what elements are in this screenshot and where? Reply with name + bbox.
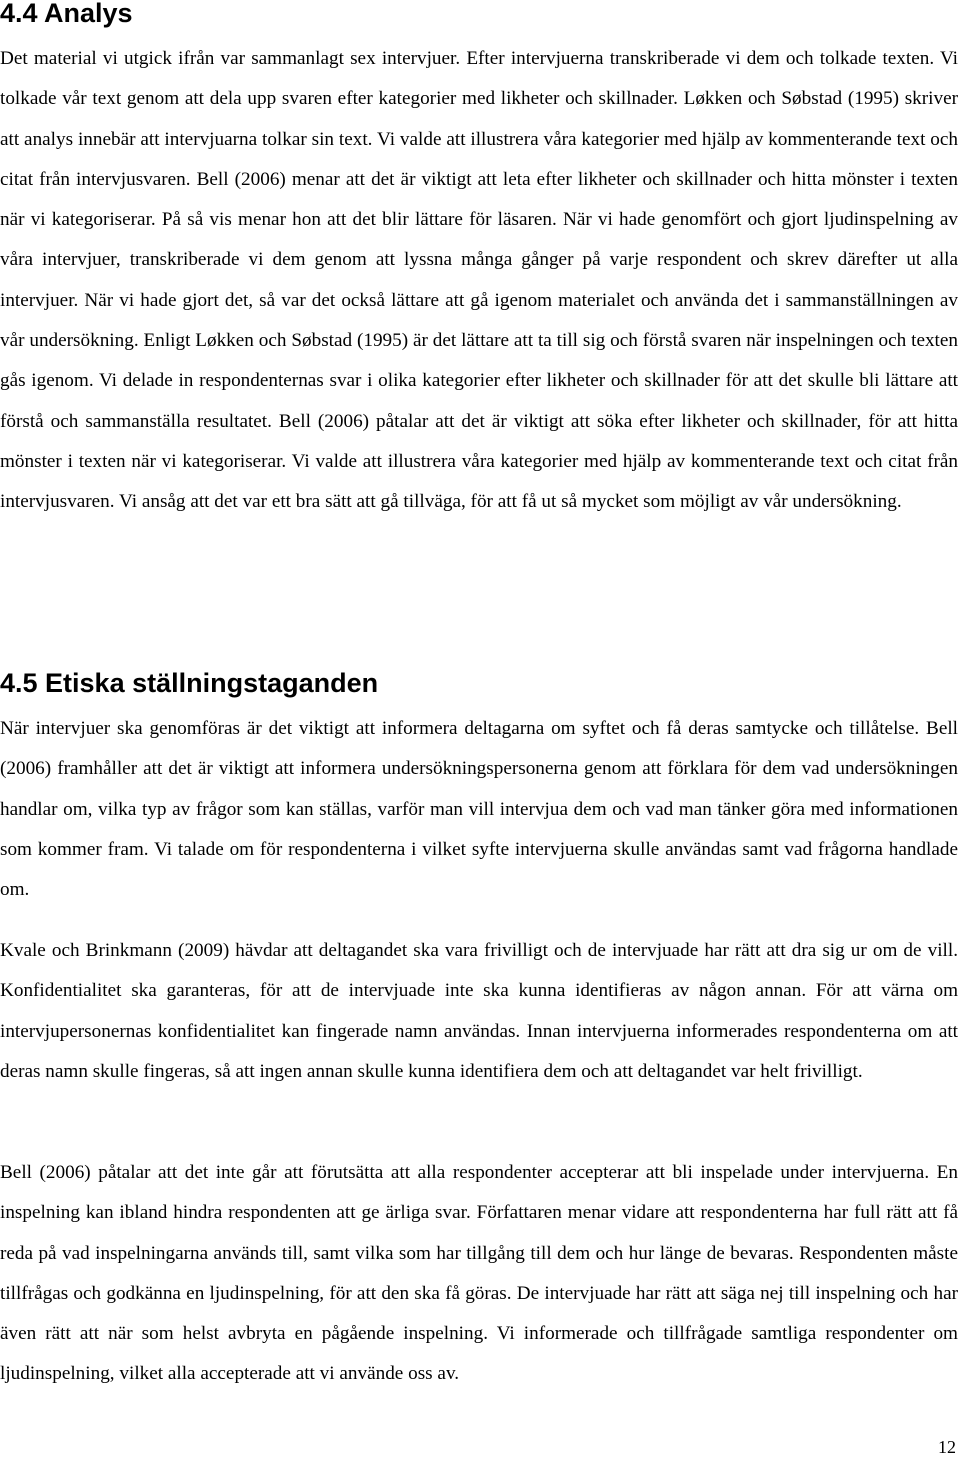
paragraph-etiska-1: När intervjuer ska genomföras är det viktigt att informera deltagarna om syftet och få deras samtycke och tillåtelse. Bell (2006) framhåller att det är viktigt att informera undersökningspersonerna genom att förklara för dem vad undersökningen handlar om, vilka typ av frågor som kan ställas, varför man vill intervjua dem och vad man tänker göra med informationen som kommer fram. Vi talade om för respondenterna i vilket syfte intervjuerna skulle användas samt vad frågorna handlade om. [0, 718, 958, 901]
paragraph-analys: Det material vi utgick ifrån var sammanlagt sex intervjuer. Efter intervjuerna transkriberade vi dem och tolkade texten. Vi tolkade vår text genom att dela upp svaren efter kategorier med likheter och skillnader. Løkken och Søbstad (1995) skriver att analys innebär att intervjuarna tolkar sin text. Vi valde att illustrera våra kategorier med hjälp av kommenterande text och citat från intervjusvaren. Bell (2006) menar att det är viktigt att leta efter likheter och skillnader och hitta mönster i texten när vi kategoriserar. På så vis menar hon att det blir lättare för läsaren. När vi hade genomfört och gjort ljudinspelning av våra intervjuer, transkriberade vi dem genom att lyssna många gånger på varje respondent och skrev därefter ut alla intervjuer. När vi hade gjort det, så var det också lättare att gå igenom materialet och använda det i sammanställningen av vår undersökning. Enligt Løkken och Søbstad (1995) är det lättare att ta till sig och förstå svaren när inspelningen och texten gås igenom. Vi delade in respondenternas svar i olika kategorier efter likheter och skillnader för att det skulle bli lättare att förstå och sammanställa resultatet. Bell (2006) påtalar att det är viktigt att söka efter likheter och skillnader, för att hitta mönster i texten när vi kategoriserar. Vi valde att illustrera våra kategorier med hjälp av kommenterande text och citat från intervjusvaren. Vi ansåg att det var ett bra sätt att gå tillväga, för att få ut så mycket som möjligt av vår undersökning. [0, 48, 958, 513]
paragraph-etiska-2: Kvale och Brinkmann (2009) hävdar att deltagandet ska vara frivilligt och de intervjuade har rätt att dra sig ur om de vill. Konfidentialitet ska garanteras, för att de intervjuade inte ska kunna identifieras av någon annan. För att värna om intervjupersonernas konfidentialitet kan fingerade namn användas. Innan intervjuerna informerades respondenterna om att deras namn skulle fingeras, så att ingen annan skulle kunna identifiera dem och att deltagandet var helt frivilligt. [0, 940, 958, 1082]
section-heading-etiska: 4.5 Etiska ställningstaganden [0, 668, 379, 698]
paragraph-etiska-3: Bell (2006) påtalar att det inte går att förutsätta att alla respondenter accepterar att bli inspelade under intervjuerna. En inspelning kan ibland hindra respondenten att ge ärliga svar. Författaren menar vidare att respondenterna har full rätt att få reda på vad inspelningarna används till, samt vilka som har tillgång till dem och hur länge de bevaras. Respondenten måste tillfrågas och godkänna en ljudinspelning, för att den ska få göras. De intervjuade har rätt att säga nej till inspelning och har även rätt att när som helst avbryta en pågående inspelning. Vi informerade och tillfrågade samtliga respondenter om ljudinspelning, vilket alla accepterade att vi använde oss av. [0, 1162, 958, 1385]
section-heading-analys: 4.4 Analys [0, 0, 133, 28]
page-number: 12 [938, 1437, 956, 1457]
